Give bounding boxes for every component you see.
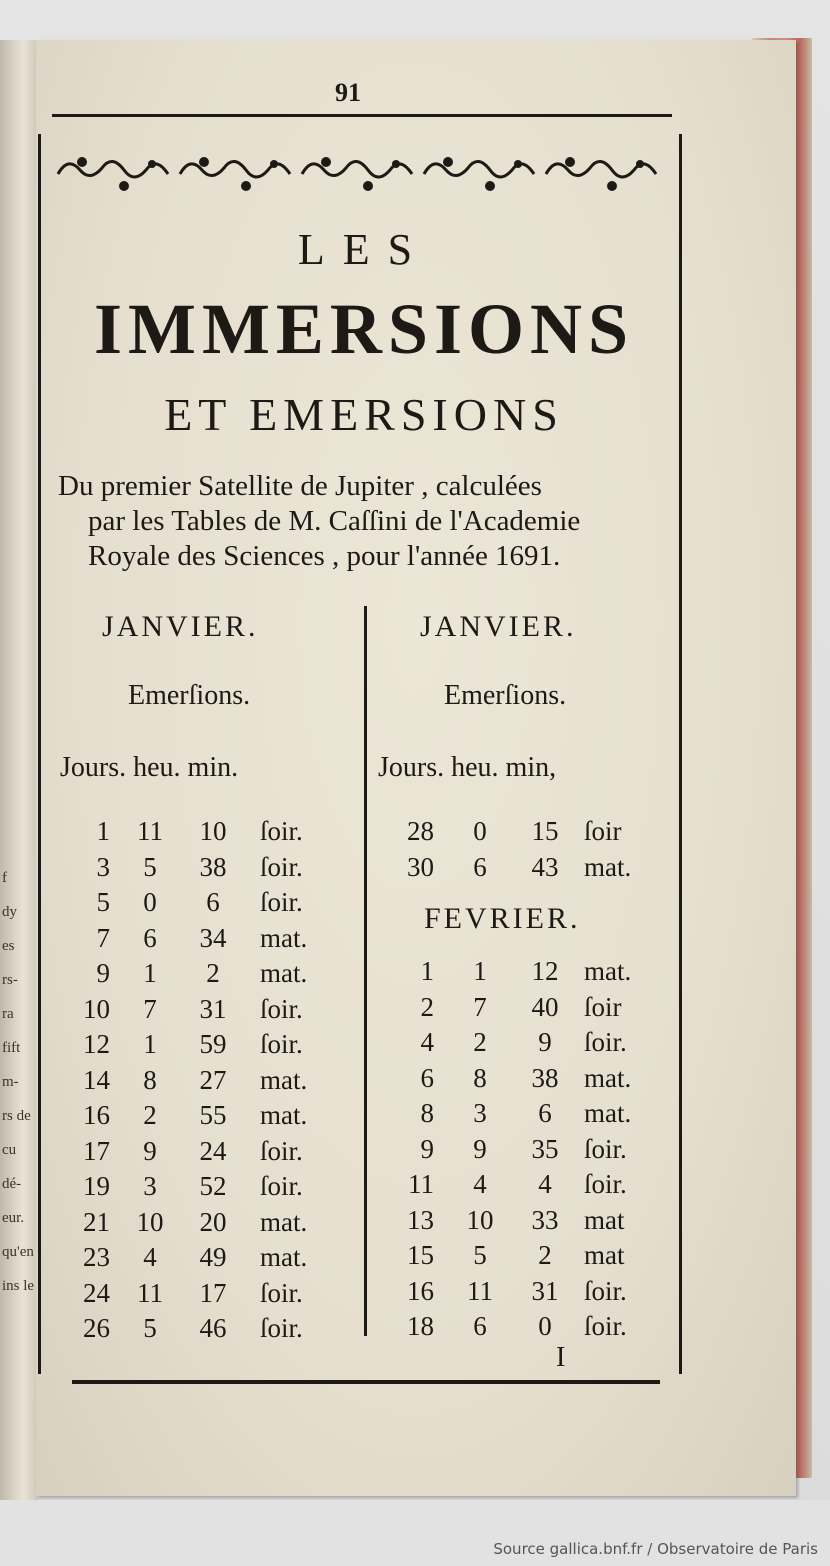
period-cell: ſoir. — [584, 1169, 627, 1199]
period-cell: ſoir. — [260, 816, 303, 846]
hour-cell: 0 — [143, 887, 157, 917]
minute-cell: 24 — [199, 1135, 227, 1166]
day-cell: 16 — [83, 1100, 110, 1130]
table-row — [64, 887, 364, 921]
day-cell: 4 — [420, 1027, 434, 1057]
subtitle-line-3: Royale des Sciences , pour l'année 1691. — [88, 540, 561, 572]
day-cell: 6 — [420, 1062, 434, 1093]
hour-cell: 8 — [143, 1064, 157, 1095]
day-cell: 2 — [420, 991, 434, 1022]
day-cell: 19 — [83, 1171, 110, 1201]
day-cell: 15 — [407, 1240, 434, 1270]
hour-cell: 2 — [143, 1100, 157, 1130]
table-row — [64, 1171, 364, 1205]
title-les: LES — [297, 225, 431, 274]
table-row — [384, 1169, 684, 1203]
right-subheading: Emerſions. — [444, 680, 567, 711]
bottom-rule — [72, 1380, 660, 1384]
table-row — [64, 923, 364, 957]
february-heading: FEVRIER. — [424, 902, 581, 935]
left-month-heading: JANVIER. — [102, 610, 259, 643]
minute-cell: 38 — [199, 851, 227, 882]
day-cell: 11 — [408, 1169, 434, 1199]
period-cell: mat. — [584, 1098, 632, 1128]
period-cell: ſoir. — [260, 1277, 303, 1308]
facing-page-fragment: dy — [2, 904, 17, 920]
table-row — [384, 1063, 684, 1097]
period-cell: ſoir. — [260, 1313, 303, 1343]
day-cell: 18 — [407, 1311, 434, 1341]
hour-cell: 6 — [473, 1311, 487, 1341]
minute-cell: 34 — [199, 922, 227, 953]
period-cell: mat. — [260, 1100, 308, 1130]
period-cell: ſoir. — [260, 993, 303, 1024]
hour-cell: 9 — [473, 1133, 487, 1164]
hour-cell: 0 — [473, 816, 487, 846]
minute-cell: 6 — [538, 1098, 552, 1128]
period-cell: mat. — [260, 1064, 308, 1095]
hour-cell: 1 — [473, 956, 487, 986]
hour-cell: 11 — [137, 816, 163, 846]
day-cell: 21 — [83, 1206, 110, 1237]
period-cell: mat — [584, 1204, 625, 1235]
table-row — [64, 852, 364, 886]
period-cell: ſoir. — [584, 1275, 627, 1306]
subtitle-line-1: Du premier Satellite de Jupiter , calculées — [58, 470, 542, 502]
table-row — [64, 1207, 364, 1241]
table-row — [64, 1313, 364, 1347]
table-row — [384, 1027, 684, 1061]
hour-cell: 8 — [473, 1062, 487, 1093]
table-row — [384, 956, 684, 990]
minute-cell: 52 — [199, 1171, 227, 1201]
minute-cell: 0 — [538, 1311, 552, 1341]
period-cell: ſoir — [584, 816, 622, 846]
top-rule — [52, 114, 672, 117]
column-divider — [364, 606, 367, 1336]
minute-cell: 6 — [206, 887, 220, 917]
subtitle-line-2: par les Tables de M. Caſſini de l'Academie — [88, 505, 581, 537]
hour-cell: 5 — [143, 1313, 157, 1343]
minute-cell: 12 — [531, 956, 559, 986]
period-cell: mat. — [260, 958, 308, 988]
minute-cell: 2 — [206, 958, 220, 988]
day-cell: 1 — [420, 956, 434, 986]
minute-cell: 2 — [538, 1240, 552, 1270]
facing-page-fragment: rs- — [2, 972, 18, 988]
minute-cell: 59 — [199, 1029, 227, 1059]
minute-cell: 10 — [199, 816, 227, 846]
period-cell: ſoir. — [260, 851, 303, 882]
facing-page-fragment: qu'en — [2, 1244, 34, 1260]
facing-page-fragment: ins le — [2, 1278, 35, 1294]
table-row — [384, 852, 684, 886]
period-cell: ſoir — [584, 991, 622, 1022]
day-cell: 14 — [83, 1064, 110, 1095]
minute-cell: 49 — [199, 1242, 227, 1272]
day-cell: 26 — [83, 1313, 110, 1343]
table-row — [64, 958, 364, 992]
left-subheading: Emerſions. — [128, 680, 251, 711]
table-row — [384, 816, 684, 850]
minute-cell: 31 — [199, 993, 227, 1024]
hour-cell: 5 — [143, 851, 157, 882]
hour-cell: 5 — [473, 1240, 487, 1270]
period-cell: ſoir. — [584, 1027, 627, 1057]
day-cell: 30 — [407, 851, 434, 882]
period-cell: ſoir. — [260, 1029, 303, 1059]
day-cell: 9 — [420, 1133, 434, 1164]
facing-page-fragment: eur. — [2, 1210, 25, 1226]
facing-page-fragment: cu — [2, 1142, 17, 1158]
facing-page-fragment: f — [2, 870, 7, 886]
day-cell: 13 — [407, 1204, 434, 1235]
period-cell: mat. — [260, 1242, 308, 1272]
period-cell: mat. — [584, 851, 632, 882]
hour-cell: 2 — [473, 1027, 487, 1057]
hour-cell: 6 — [473, 851, 487, 882]
minute-cell: 38 — [531, 1062, 559, 1093]
period-cell: mat. — [260, 1206, 308, 1237]
source-credit: Source gallica.bnf.fr / Observatoire de Paris — [493, 1540, 818, 1558]
day-cell: 1 — [96, 816, 110, 846]
period-cell: ſoir. — [260, 1171, 303, 1201]
minute-cell: 27 — [199, 1064, 227, 1095]
minute-cell: 43 — [531, 851, 559, 882]
period-cell: mat. — [260, 922, 308, 953]
title-immersions: IMMERSIONS — [93, 289, 635, 369]
day-cell: 7 — [96, 922, 110, 953]
minute-cell: 15 — [531, 816, 559, 846]
day-cell: 23 — [83, 1242, 110, 1272]
table-row — [384, 1205, 684, 1239]
hour-cell: 1 — [143, 1029, 157, 1059]
period-cell: mat — [584, 1240, 625, 1270]
minute-cell: 33 — [531, 1204, 559, 1235]
minute-cell: 35 — [531, 1133, 559, 1164]
day-cell: 8 — [420, 1098, 434, 1128]
table-row — [384, 992, 684, 1026]
table-row — [64, 1278, 364, 1312]
table-row — [64, 1136, 364, 1170]
table-row — [384, 1098, 684, 1132]
hour-cell: 10 — [136, 1206, 164, 1237]
minute-cell: 17 — [199, 1277, 227, 1308]
hour-cell: 6 — [143, 922, 157, 953]
day-cell: 12 — [83, 1029, 110, 1059]
facing-page-fragment: ra — [2, 1006, 14, 1022]
period-cell: ſoir. — [260, 1135, 303, 1166]
page-number: 91 — [335, 78, 361, 107]
minute-cell: 55 — [199, 1100, 227, 1130]
hour-cell: 9 — [143, 1135, 157, 1166]
hour-cell: 7 — [473, 991, 487, 1022]
hour-cell: 3 — [143, 1171, 157, 1201]
facing-page-fragment: dé- — [2, 1176, 22, 1192]
table-row — [64, 1242, 364, 1276]
minute-cell: 20 — [199, 1206, 227, 1237]
hour-cell: 4 — [473, 1169, 487, 1199]
hour-cell: 10 — [466, 1204, 494, 1235]
day-cell: 24 — [83, 1277, 110, 1308]
facing-page-fragment: es — [2, 938, 15, 954]
table-row — [64, 816, 364, 850]
hour-cell: 1 — [143, 958, 157, 988]
hour-cell: 11 — [467, 1275, 493, 1306]
table-row — [384, 1311, 684, 1345]
signature-mark: I — [556, 1342, 566, 1373]
period-cell: ſoir. — [584, 1133, 627, 1164]
hour-cell: 3 — [473, 1098, 487, 1128]
day-cell: 5 — [96, 887, 110, 917]
table-row — [64, 994, 364, 1028]
minute-cell: 46 — [199, 1313, 227, 1343]
day-cell: 16 — [407, 1275, 434, 1306]
right-column-headers: Jours. heu. min, — [378, 752, 557, 783]
day-cell: 10 — [83, 993, 110, 1024]
period-cell: ſoir. — [260, 887, 303, 917]
period-cell: mat. — [584, 956, 632, 986]
day-cell: 9 — [96, 958, 110, 988]
facing-page-fragment: rs de — [2, 1108, 31, 1124]
table-row — [64, 1029, 364, 1063]
period-cell: mat. — [584, 1062, 632, 1093]
table-row — [384, 1240, 684, 1274]
day-cell: 3 — [96, 851, 110, 882]
minute-cell: 31 — [531, 1275, 559, 1306]
hour-cell: 4 — [143, 1242, 157, 1272]
table-row — [64, 1100, 364, 1134]
hour-cell: 7 — [143, 993, 157, 1024]
table-row — [384, 1276, 684, 1310]
ornament-band — [52, 150, 664, 198]
minute-cell: 9 — [538, 1027, 552, 1057]
day-cell: 17 — [83, 1135, 110, 1166]
left-column-headers: Jours. heu. min. — [60, 752, 239, 783]
minute-cell: 4 — [538, 1169, 552, 1199]
minute-cell: 40 — [531, 991, 559, 1022]
facing-page-fragment: fift — [2, 1040, 21, 1056]
title-et-emersions: ET EMERSIONS — [164, 389, 564, 440]
facing-page-fragment: m- — [2, 1074, 19, 1090]
hour-cell: 11 — [137, 1277, 163, 1308]
day-cell: 28 — [407, 816, 434, 846]
period-cell: ſoir. — [584, 1311, 627, 1341]
table-row — [384, 1134, 684, 1168]
right-month-heading: JANVIER. — [420, 610, 577, 643]
table-row — [64, 1065, 364, 1099]
